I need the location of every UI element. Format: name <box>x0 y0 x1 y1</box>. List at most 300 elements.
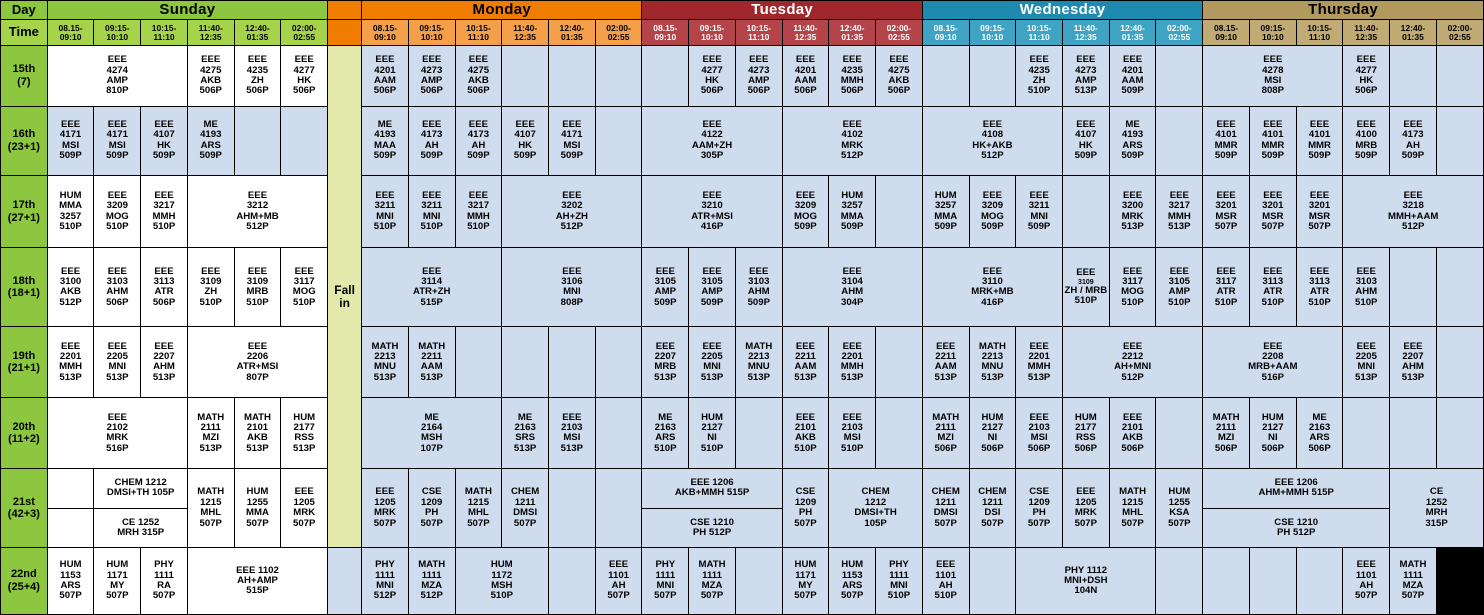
cell-line: ARS <box>842 580 863 592</box>
class-cell-monday-r0-c4[interactable] <box>548 46 595 107</box>
class-cell-tuesday-r4-c5[interactable] <box>876 327 923 398</box>
cell-line: 4235 <box>841 64 863 76</box>
class-cell-wednesday-r1-c0[interactable] <box>922 106 1062 175</box>
class-cell-monday-r2-c1[interactable] <box>408 175 455 248</box>
cell-line: 4122 <box>701 129 723 141</box>
class-cell-monday-r1-c1[interactable] <box>408 106 455 175</box>
class-cell-wednesday-r7-c0[interactable] <box>876 548 923 615</box>
class-cell-monday-r3-c1[interactable] <box>502 248 642 327</box>
class-cell-thursday-r0-c0[interactable] <box>1203 46 1343 107</box>
class-cell-monday-r5-c2[interactable] <box>548 398 595 469</box>
cell-line: SRS <box>515 432 535 444</box>
cell-line: CHEM 1212 <box>114 477 167 489</box>
class-cell-sunday-r0-c1[interactable] <box>187 46 234 107</box>
class-cell-monday-r6-c2[interactable] <box>455 469 502 548</box>
cell-line: 512P <box>373 590 397 602</box>
class-cell-monday-r7-c2[interactable] <box>408 548 455 615</box>
class-cell-monday-r6-c5[interactable] <box>595 469 642 548</box>
class-cell-thursday-r4-c2[interactable] <box>1390 327 1437 398</box>
cell-line: MMR <box>1308 139 1331 151</box>
class-cell-monday-r4-c2[interactable] <box>455 327 502 398</box>
class-cell-sunday-r4-c1[interactable] <box>94 327 141 398</box>
class-cell-tuesday-r7-c3[interactable] <box>735 548 782 615</box>
class-cell-monday-r0-c5[interactable] <box>595 46 642 107</box>
cell-line: EEE <box>1169 265 1189 277</box>
class-cell-thursday-r7-c2[interactable] <box>1249 548 1296 615</box>
cell-line: 1101 <box>935 569 957 581</box>
class-cell-sunday-r1-c5[interactable] <box>281 106 328 175</box>
cell-line: ARS <box>655 432 676 444</box>
class-cell-sunday-r3-c1[interactable] <box>94 248 141 327</box>
class-cell-monday-r0-c3[interactable] <box>502 46 549 107</box>
class-cell-wednesday-r0-c5[interactable] <box>1156 46 1203 107</box>
cell-line: MOG <box>980 210 1004 222</box>
cell-line: ARS <box>200 139 221 151</box>
class-cell-thursday-r2-c0[interactable] <box>1203 175 1250 248</box>
class-cell-wednesday-r5-c1[interactable] <box>969 398 1016 469</box>
cell-line: 4100 <box>1355 129 1377 141</box>
class-cell-monday-r7-c1[interactable] <box>362 548 409 615</box>
class-cell-sunday-r2-c1[interactable] <box>94 175 141 248</box>
cell-line: 507P <box>794 517 817 529</box>
cell-line: EEE <box>1216 118 1236 130</box>
class-cell-sunday-r6-c0[interactable] <box>47 469 94 508</box>
class-cell-wednesday-r5-c5[interactable] <box>1156 398 1203 469</box>
class-cell-thursday-r5-c2[interactable] <box>1296 398 1343 469</box>
class-cell-thursday-r3-c1[interactable] <box>1249 248 1296 327</box>
class-cell-tuesday-r7-c0[interactable] <box>595 548 642 615</box>
class-cell-tuesday-r7-c5[interactable] <box>829 548 876 615</box>
cell-line: MMA <box>934 210 958 222</box>
class-cell-tuesday-r1-c1[interactable] <box>782 106 922 175</box>
cell-line: 4275 <box>467 64 490 76</box>
cell-line: 509P <box>1401 150 1425 162</box>
class-cell-wednesday-r7-c1[interactable] <box>922 548 969 615</box>
class-cell-monday-r2-c3[interactable] <box>502 175 642 248</box>
class-cell-tuesday-r5-c2[interactable] <box>735 398 782 469</box>
class-cell-tuesday-r3-c1[interactable] <box>689 248 736 327</box>
cell-line: EEE <box>1309 265 1330 277</box>
class-cell-thursday-r5-c1[interactable] <box>1249 398 1296 469</box>
table-row <box>1 469 1484 508</box>
class-cell-tuesday-r2-c0[interactable] <box>642 175 782 248</box>
class-cell-wednesday-r3-c1[interactable] <box>1062 248 1109 327</box>
class-cell-tuesday-r4-c0[interactable] <box>642 327 689 398</box>
class-cell-thursday-r1-c4[interactable] <box>1390 106 1437 175</box>
class-cell-tuesday-r2-c3[interactable] <box>876 175 923 248</box>
cell-line: 510P <box>59 220 82 232</box>
class-cell-wednesday-r7-c3[interactable] <box>1016 548 1156 615</box>
class-cell-tuesday-r7-c2[interactable] <box>689 548 736 615</box>
cell-line: MRH 315P <box>117 526 165 538</box>
cell-line: 1101 <box>1355 569 1377 581</box>
cell-line: AHM <box>1402 361 1424 373</box>
class-cell-monday-r1-c5[interactable] <box>595 106 642 175</box>
cell-line: 509P <box>513 150 537 162</box>
class-cell-tuesday-r0-c5[interactable] <box>876 46 923 107</box>
class-cell-monday-r6-c0[interactable] <box>362 469 409 548</box>
class-cell-thursday-r7-c3[interactable] <box>1296 548 1343 615</box>
cell-line: ATR <box>1310 286 1330 298</box>
class-cell-monday-r7-c0[interactable] <box>328 548 362 615</box>
class-cell-tuesday-r6-c1[interactable] <box>782 469 829 548</box>
cell-line: 506P <box>246 85 269 97</box>
class-cell-thursday-r5-c4[interactable] <box>1390 398 1437 469</box>
cell-line: 512P <box>59 296 82 308</box>
cell-line: 509P <box>106 150 129 162</box>
fall-in-label: Fall in <box>334 282 355 310</box>
cell-line: MNI+DSH <box>1064 574 1108 586</box>
class-cell-sunday-r6-c2[interactable] <box>187 469 234 548</box>
cell-line: 1209 <box>1028 496 1050 508</box>
class-cell-wednesday-r3-c3[interactable] <box>1156 248 1203 327</box>
class-cell-monday-r7-c3[interactable] <box>455 548 548 615</box>
class-cell-tuesday-r2-c2[interactable] <box>829 175 876 248</box>
class-cell-monday-r2-c0[interactable] <box>362 175 409 248</box>
class-cell-monday-r2-c2[interactable] <box>455 175 502 248</box>
cell-line: MATH <box>1119 486 1147 498</box>
cell-line: RSS <box>294 432 315 444</box>
cell-line: AMP <box>654 286 676 298</box>
cell-line: HUM <box>293 411 316 423</box>
class-cell-sunday-r5-c2[interactable] <box>234 398 281 469</box>
class-cell-thursday-r6-c0[interactable] <box>1203 469 1390 508</box>
cell-line: AAM <box>794 361 817 373</box>
cell-line: KSA <box>1169 507 1190 519</box>
cell-line: CE <box>1429 486 1444 498</box>
class-cell-monday-r4-c3[interactable] <box>502 327 549 398</box>
class-cell-thursday-r4-c1[interactable] <box>1343 327 1390 398</box>
class-cell-monday-r0-c1[interactable] <box>408 46 455 107</box>
class-cell-sunday-r4-c2[interactable] <box>141 327 188 398</box>
class-cell-sunday-r1-c0[interactable] <box>47 106 94 175</box>
row-label-line: 21st <box>12 495 35 508</box>
class-cell-thursday-r1-c3[interactable] <box>1343 106 1390 175</box>
class-cell-wednesday-r4-c0[interactable] <box>922 327 969 398</box>
class-cell-wednesday-r4-c3[interactable] <box>1062 327 1202 398</box>
cell-line: 510P <box>1121 296 1144 308</box>
cell-line: MRH <box>1425 507 1448 519</box>
class-cell-wednesday-r4-c2[interactable] <box>1016 327 1063 398</box>
cell-line: 512P <box>560 220 584 232</box>
cell-line: 3117 <box>293 276 315 288</box>
class-cell-wednesday-r7-c2[interactable] <box>969 548 1016 615</box>
cell-line: 509P <box>747 296 770 308</box>
cell-line: 513P <box>981 371 1004 383</box>
cell-line: MMH <box>1167 210 1191 222</box>
class-cell-thursday-r1-c2[interactable] <box>1296 106 1343 175</box>
class-cell-sunday-r3-c0[interactable] <box>47 248 94 327</box>
class-cell-sunday-b-r6-c1[interactable] <box>94 508 187 547</box>
class-cell-sunday-r2-c0[interactable] <box>47 175 94 248</box>
class-cell-monday-r1-c3[interactable] <box>502 106 549 175</box>
class-cell-sunday-r0-c3[interactable] <box>281 46 328 107</box>
cell-line: EEE <box>154 265 174 277</box>
cell-line: 510P <box>841 442 864 454</box>
class-cell-wednesday-r6-c2[interactable] <box>1016 469 1063 548</box>
class-cell-tuesday-r0-c0[interactable] <box>642 46 689 107</box>
class-cell-thursday-r2-c2[interactable] <box>1296 175 1343 248</box>
class-cell-monday-r4-c5[interactable] <box>595 327 642 398</box>
class-cell-sunday-r6-c3[interactable] <box>234 469 281 548</box>
cell-line: 510P <box>373 220 397 232</box>
header-slot-sun-6: 02:00-02:55 <box>281 20 328 46</box>
class-cell-sunday-r0-c0[interactable] <box>47 46 187 107</box>
cell-line: 2205 <box>106 351 128 362</box>
class-cell-thursday-r1-c1[interactable] <box>1249 106 1296 175</box>
class-cell-wednesday-r4-c1[interactable] <box>969 327 1016 398</box>
class-cell-sunday-r1-c1[interactable] <box>94 106 141 175</box>
cell-line: 3106 <box>561 276 583 288</box>
class-cell-sunday-r0-c2[interactable] <box>234 46 281 107</box>
class-cell-thursday-r3-c5[interactable] <box>1436 248 1483 327</box>
cell-line: 513P <box>1074 85 1098 97</box>
class-cell-wednesday-r3-c2[interactable] <box>1109 248 1156 327</box>
class-cell-thursday-r4-c3[interactable] <box>1436 327 1483 398</box>
class-cell-wednesday-r0-c4[interactable] <box>1109 46 1156 107</box>
class-cell-monday-r6-c1[interactable] <box>408 469 455 548</box>
cell-line: AKB <box>468 74 489 86</box>
class-cell-thursday-r5-c5[interactable] <box>1436 398 1483 469</box>
class-cell-sunday-r7-c0[interactable] <box>47 548 94 615</box>
class-cell-sunday-r5-c0[interactable] <box>47 398 187 469</box>
class-cell-thursday-r3-c2[interactable] <box>1296 248 1343 327</box>
cell-line: 513P <box>293 442 316 454</box>
cell-line: HUM <box>1261 411 1284 423</box>
class-cell-sunday-r3-c3[interactable] <box>187 248 234 327</box>
cell-line: EEE <box>107 411 127 423</box>
class-cell-monday-r5-c0[interactable] <box>362 398 502 469</box>
cell-line: MZA <box>701 580 723 592</box>
class-cell-tuesday-r6-c0[interactable] <box>642 469 782 508</box>
class-cell-wednesday-r6-c4[interactable] <box>1109 469 1156 548</box>
class-cell-monday-r4-c4[interactable] <box>548 327 595 398</box>
class-cell-wednesday-r6-c0[interactable] <box>922 469 969 548</box>
class-cell-sunday-r1-c3[interactable] <box>187 106 234 175</box>
row-label-6 <box>1 469 48 548</box>
class-cell-tuesday-r4-c2[interactable] <box>735 327 782 398</box>
class-cell-wednesday-r1-c1[interactable] <box>1062 106 1109 175</box>
cell-line: MSI <box>563 139 581 151</box>
class-cell-sunday-r3-c5[interactable] <box>281 248 328 327</box>
class-cell-wednesday-r2-c5[interactable] <box>1156 175 1203 248</box>
cell-line: MSI <box>108 139 126 151</box>
class-cell-wednesday-r1-c2[interactable] <box>1109 106 1156 175</box>
class-cell-sunday-r1-c4[interactable] <box>234 106 281 175</box>
class-cell-tuesday-r5-c3[interactable] <box>782 398 829 469</box>
cell-line: 3113 <box>1262 276 1284 288</box>
cell-line: AH <box>471 139 486 151</box>
class-cell-wednesday-r3-c0[interactable] <box>922 248 1062 327</box>
class-cell-thursday-r7-c0[interactable] <box>1156 548 1203 615</box>
header-slot-mon-2: 09:15-10:10 <box>408 20 455 46</box>
class-cell-tuesday-r7-c4[interactable] <box>782 548 829 615</box>
class-cell-thursday-b-r6-c0[interactable] <box>1203 508 1390 547</box>
class-cell-sunday-r6-c1[interactable] <box>94 469 187 508</box>
cell-line: EEE <box>1356 340 1376 352</box>
class-cell-wednesday-r2-c1[interactable] <box>969 175 1016 248</box>
class-cell-sunday-r5-c1[interactable] <box>187 398 234 469</box>
class-cell-sunday-r2-c3[interactable] <box>187 175 327 248</box>
class-cell-sunday-r5-c3[interactable] <box>281 398 328 469</box>
class-cell-tuesday-r5-c5[interactable] <box>876 398 923 469</box>
class-cell-tuesday-r1-c0[interactable] <box>642 106 782 175</box>
cell-line: EEE <box>468 189 488 201</box>
class-cell-monday-r7-c4[interactable] <box>548 548 595 615</box>
class-cell-wednesday-r1-c3[interactable] <box>1156 106 1203 175</box>
class-cell-thursday-r5-c3[interactable] <box>1343 398 1390 469</box>
cell-line: EEE <box>1122 411 1143 423</box>
cell-line: EEE <box>422 189 442 201</box>
table-body <box>1 46 1484 615</box>
class-cell-tuesday-r6-c2[interactable] <box>829 469 922 548</box>
cell-line: AH+MNI <box>1114 361 1152 373</box>
class-cell-wednesday-r0-c3[interactable] <box>1062 46 1109 107</box>
class-cell-wednesday-r5-c3[interactable] <box>1062 398 1109 469</box>
cell-line: 305P <box>700 150 724 162</box>
class-cell-monday-r4-c0[interactable] <box>362 327 409 398</box>
class-cell-wednesday-r5-c2[interactable] <box>1016 398 1063 469</box>
class-cell-wednesday-r5-c4[interactable] <box>1109 398 1156 469</box>
class-cell-monday-r0-c0[interactable] <box>362 46 409 107</box>
cell-line: 506P <box>747 85 770 97</box>
class-cell-wednesday-r6-c5[interactable] <box>1156 469 1203 548</box>
class-cell-sunday-r4-c0[interactable] <box>47 327 94 398</box>
class-cell-tuesday-r5-c0[interactable] <box>642 398 689 469</box>
class-cell-tuesday-r0-c1[interactable] <box>689 46 736 107</box>
cell-line: 3105 <box>654 276 676 288</box>
class-cell-tuesday-r0-c4[interactable] <box>829 46 876 107</box>
class-cell-monday-r5-c1[interactable] <box>502 398 549 469</box>
class-cell-wednesday-r0-c0[interactable] <box>922 46 969 107</box>
cell-line: 506P <box>934 442 957 454</box>
class-cell-tuesday-r5-c1[interactable] <box>689 398 736 469</box>
class-cell-thursday-r7-c1[interactable] <box>1203 548 1250 615</box>
class-cell-sunday-r3-c2[interactable] <box>141 248 188 327</box>
class-cell-tuesday-r0-c3[interactable] <box>782 46 829 107</box>
cell-line: EEE <box>795 411 816 423</box>
cell-line: EEE <box>1216 265 1236 277</box>
class-cell-thursday-r3-c0[interactable] <box>1203 248 1250 327</box>
cell-line: 3103 <box>748 276 770 288</box>
class-cell-wednesday-r0-c1[interactable] <box>969 46 1016 107</box>
cell-line: EEE <box>107 265 127 277</box>
cell-line: 509P <box>1308 150 1331 162</box>
cell-line: 808P <box>560 296 584 308</box>
class-cell-thursday-r0-c2[interactable] <box>1390 46 1437 107</box>
class-cell-tuesday-r7-c1[interactable] <box>642 548 689 615</box>
cell-line: MZA <box>421 580 443 592</box>
cell-line: MMR <box>1214 139 1238 151</box>
class-cell-tuesday-r4-c1[interactable] <box>689 327 736 398</box>
class-cell-thursday-r5-c0[interactable] <box>1203 398 1250 469</box>
class-cell-thursday-r1-c0[interactable] <box>1203 106 1250 175</box>
class-cell-thursday-r0-c1[interactable] <box>1343 46 1390 107</box>
class-cell-thursday-r7-c5[interactable] <box>1390 548 1437 615</box>
class-cell-monday-r1-c0[interactable] <box>362 106 409 175</box>
class-cell-thursday-r4-c0[interactable] <box>1203 327 1343 398</box>
cell-line: 2127 <box>1262 421 1284 433</box>
class-cell-tuesday-r4-c4[interactable] <box>829 327 876 398</box>
cell-line: CSE 1210 <box>1274 516 1319 528</box>
class-cell-monday-r3-c0[interactable] <box>362 248 502 327</box>
class-cell-thursday-r6-c1[interactable] <box>1390 469 1484 548</box>
cell-line: EEE <box>60 118 81 130</box>
class-cell-thursday-r0-c3[interactable] <box>1436 46 1483 107</box>
class-cell-monday-r0-c2[interactable] <box>455 46 502 107</box>
class-cell-thursday-r2-c3[interactable] <box>1343 175 1484 248</box>
class-cell-wednesday-r2-c4[interactable] <box>1109 175 1156 248</box>
class-cell-thursday-r3-c3[interactable] <box>1343 248 1390 327</box>
class-cell-sunday-r6-c4[interactable] <box>281 469 328 548</box>
class-cell-sunday-r3-c4[interactable] <box>234 248 281 327</box>
class-cell-thursday-r2-c1[interactable] <box>1249 175 1296 248</box>
cell-line: 509P <box>934 220 957 232</box>
class-cell-wednesday-r2-c3[interactable] <box>1062 175 1109 248</box>
class-cell-tuesday-r3-c0[interactable] <box>642 248 689 327</box>
class-cell-sunday-r7-c2[interactable] <box>141 548 188 615</box>
class-cell-thursday-r1-c5[interactable] <box>1436 106 1483 175</box>
class-cell-thursday-r7-c4[interactable] <box>1343 548 1390 615</box>
cell-line: MNI <box>376 210 394 222</box>
class-cell-sunday-r1-c2[interactable] <box>141 106 188 175</box>
cell-line: HK <box>1078 139 1093 151</box>
class-cell-monday-r6-c4[interactable] <box>548 469 595 548</box>
class-cell-tuesday-b-r6-c0[interactable] <box>642 508 782 547</box>
class-cell-sunday-b-r6-c0[interactable] <box>47 508 94 547</box>
header-slot-wed-1: 08.15-09:10 <box>922 20 969 46</box>
cell-line: EEE <box>936 340 956 352</box>
class-cell-wednesday-r5-c0[interactable] <box>922 398 969 469</box>
class-cell-monday-r1-c4[interactable] <box>548 106 595 175</box>
class-cell-tuesday-r5-c4[interactable] <box>829 398 876 469</box>
cell-line: HK <box>157 139 171 151</box>
cell-line: 4193 <box>374 129 396 141</box>
cell-line: 4193 <box>200 129 222 141</box>
class-cell-wednesday-r6-c1[interactable] <box>969 469 1016 548</box>
class-cell-sunday-r2-c2[interactable] <box>141 175 188 248</box>
class-cell-tuesday-r0-c2[interactable] <box>735 46 782 107</box>
class-cell-sunday-r4-c3[interactable] <box>187 327 327 398</box>
class-cell-tuesday-r3-c3[interactable] <box>782 248 922 327</box>
class-cell-wednesday-r2-c2[interactable] <box>1016 175 1063 248</box>
class-cell-monday-r1-c2[interactable] <box>455 106 502 175</box>
cell-line: 3202 <box>561 200 583 212</box>
cell-line: AH+AMP <box>237 574 278 586</box>
header-slot-sun-4: 11:40-12:35 <box>187 20 234 46</box>
class-cell-wednesday-r2-c0[interactable] <box>922 175 969 248</box>
cell-line: MSH <box>491 580 513 592</box>
cell-line: MNI <box>376 580 394 592</box>
class-cell-sunday-r7-c1[interactable] <box>94 548 141 615</box>
cell-line: 4173 <box>1402 129 1424 141</box>
cell-line: 4277 <box>293 64 315 76</box>
class-cell-wednesday-r0-c2[interactable] <box>1016 46 1063 107</box>
header-slot-wed-4: 11:40-12:35 <box>1062 20 1109 46</box>
class-cell-tuesday-r4-c3[interactable] <box>782 327 829 398</box>
cell-line: 513P <box>513 442 537 454</box>
cell-line: 507P <box>106 590 129 602</box>
class-cell-sunday-r7-c3[interactable] <box>187 548 327 615</box>
class-cell-wednesday-r6-c3[interactable] <box>1062 469 1109 548</box>
class-cell-thursday-r3-c4[interactable] <box>1390 248 1437 327</box>
class-cell-monday-r6-c3[interactable] <box>502 469 549 548</box>
class-cell-tuesday-r3-c2[interactable] <box>735 248 782 327</box>
cell-line: 3217 <box>153 200 175 212</box>
class-cell-tuesday-r2-c1[interactable] <box>782 175 829 248</box>
class-cell-monday-r5-c3[interactable] <box>595 398 642 469</box>
class-cell-monday-r4-c1[interactable] <box>408 327 455 398</box>
